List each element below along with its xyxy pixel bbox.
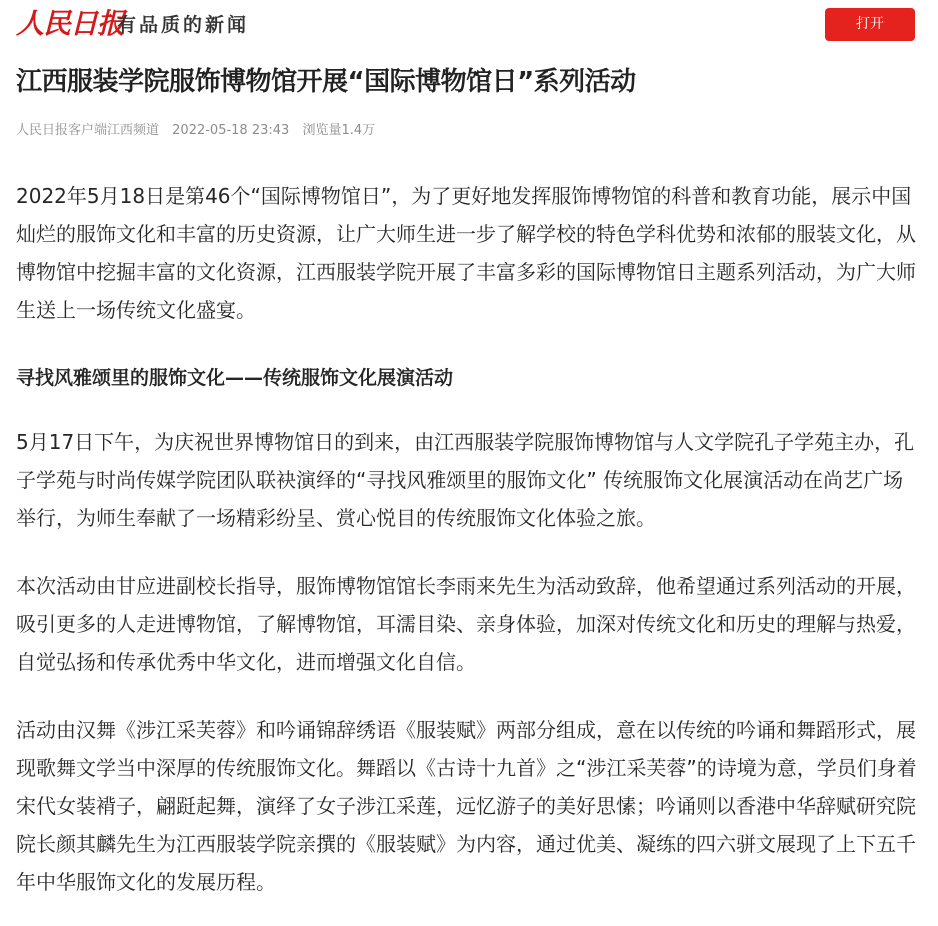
open-app-button[interactable]: 打开 bbox=[825, 8, 915, 41]
paragraph: 2022年5月18日是第46个“国际博物馆日”，为了更好地发挥服饰博物馆的科普和教育功能，展示中国灿烂的服饰文化和丰富的历史资源，让广大师生进一步了解学校的特色学科优势和浓郁的服装文化，从博物馆中挖掘丰富的文化资源，江西服装学院开展了丰富多彩的国际博物馆日主题系列活动，为广大师生送上一场传统文化盛宴。 bbox=[16, 184, 916, 322]
paragraph: 本次活动由甘应进副校长指导，服饰博物馆馆长李雨来先生为活动致辞，他希望通过系列活动的开展，吸引更多的人走进博物馆，了解博物馆，耳濡目染、亲身体验，加深对传统文化和历史的理解与热爱，自觉弘扬和传承优秀中华文化，进而增强文化自信。 bbox=[16, 574, 916, 674]
article-meta bbox=[16, 121, 922, 141]
paragraph: 5月17日下午，为庆祝世界博物馆日的到来，由江西服装学院服饰博物馆与人文学院孔子学苑主办，孔子学苑与时尚传媒学院团队联袂演绎的“寻找风雅颂里的服饰文化” 传统服饰文化展演活动在尚艺广场举行，为师生奉献了一场精彩纷呈、赏心悦目的传统服饰文化体验之旅。 bbox=[16, 430, 915, 530]
article-date: 2022-05-18 23:43 bbox=[172, 123, 290, 138]
peoples-daily-logo[interactable]: 人民日报 bbox=[16, 7, 125, 40]
paragraph: 活动由汉舞《涉江采芙蓉》和吟诵锦辞绣语《服装赋》两部分组成，意在以传统的吟诵和舞蹈形式，展现歌舞文学当中深厚的传统服饰文化。舞蹈以《古诗十九首》之“涉江采芙蓉”的诗境为意，学员们身着宋代女装褙子，翩跹起舞，演绎了女子涉江采莲，远忆游子的美好思愫；吟诵则以香港中华辞赋研究院院长颜其麟先生为江西服装学院亲撰的《服装赋》为内容，通过优美、凝练的四六骈文展现了上下五千年中华服饰文化的发展历程。 bbox=[16, 718, 917, 894]
article-title: 江西服装学院服饰博物馆开展“国际博物馆日”系列活动 bbox=[16, 67, 636, 97]
slogan: 有品质的新闻 bbox=[117, 14, 250, 36]
section-heading: 寻找风雅颂里的服饰文化——传统服饰文化展演活动 bbox=[16, 367, 454, 389]
article-source[interactable]: 人民日报客户端江西频道 bbox=[16, 123, 160, 138]
article-body bbox=[16, 177, 920, 901]
article-views: 浏览量1.4万 bbox=[302, 123, 376, 138]
top-bar bbox=[0, 0, 938, 50]
